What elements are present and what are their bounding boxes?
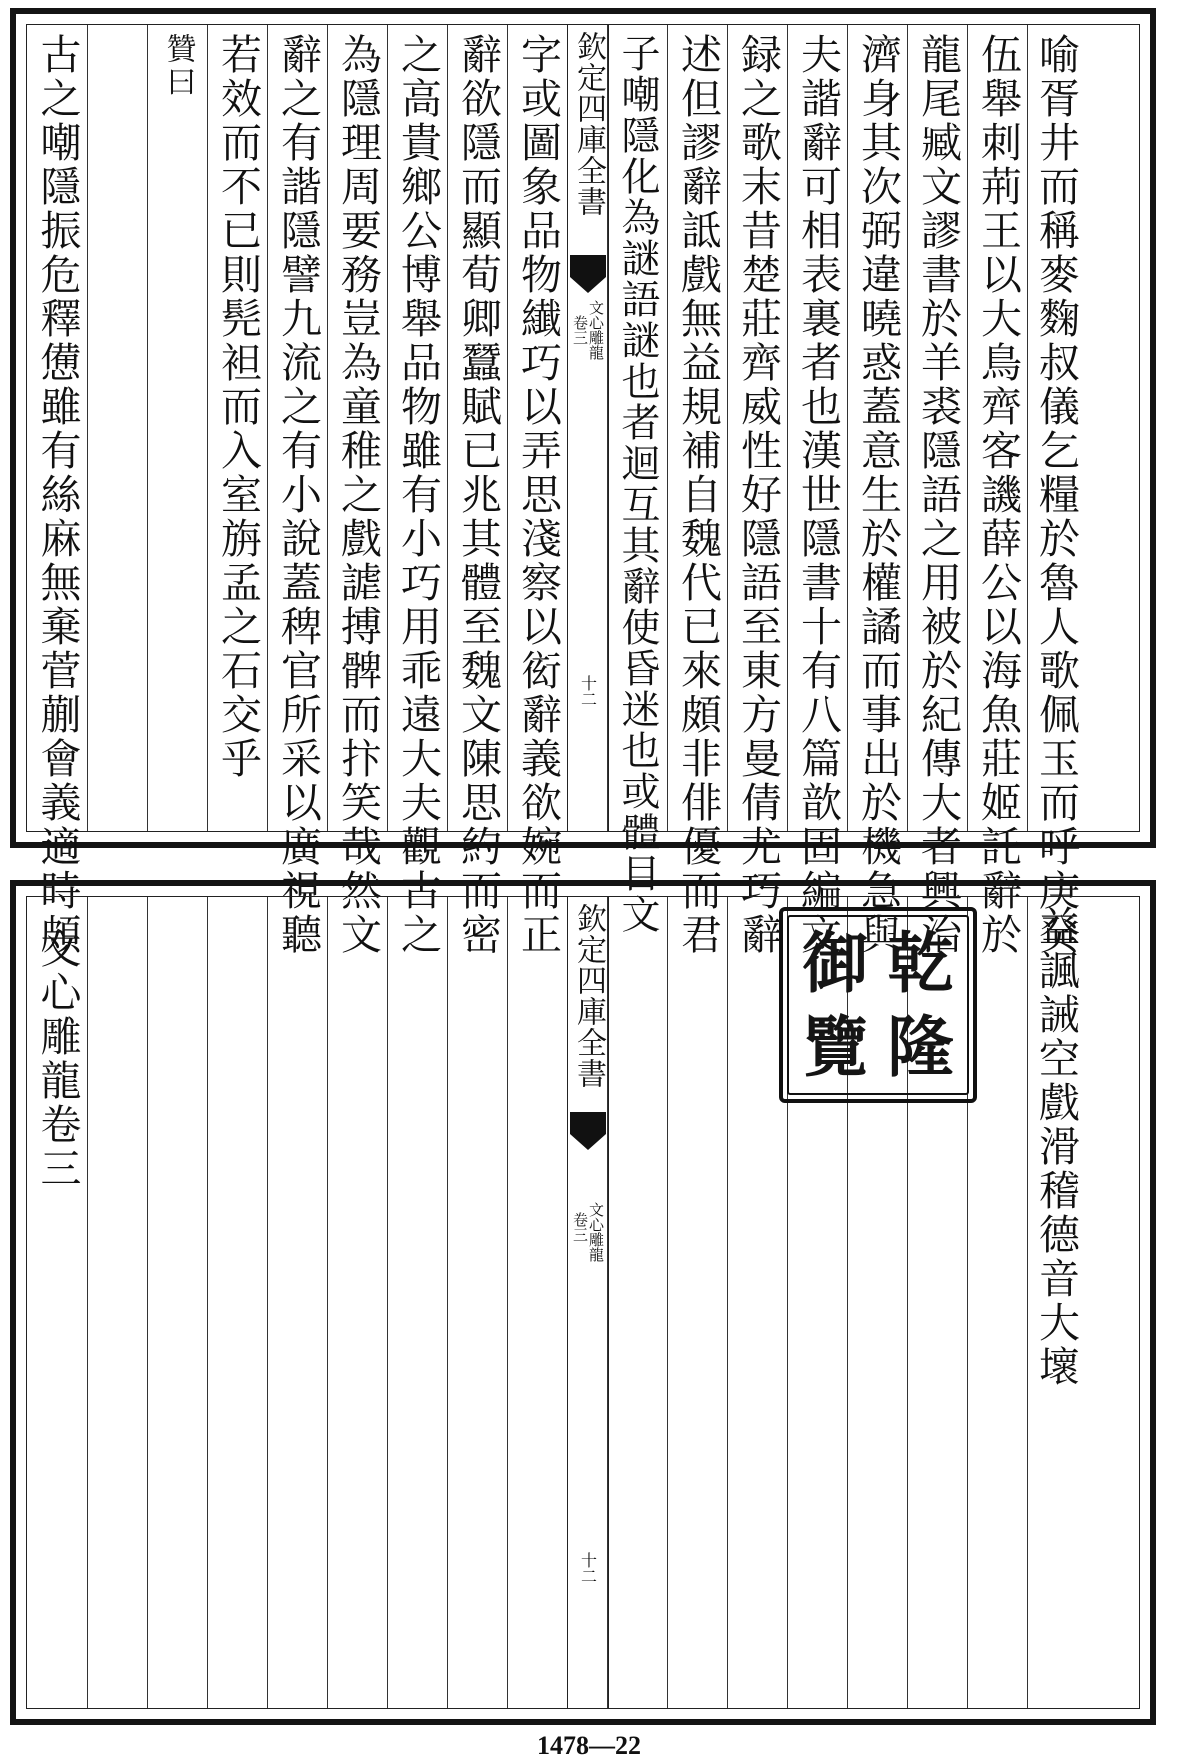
blank-column [447, 897, 507, 1708]
center-fold-title: 欽定四庫全書 [571, 903, 606, 1089]
text-column [1027, 25, 1083, 957]
blank-column [607, 897, 667, 1708]
column-text: 夫諧辭可相表裏者也漢世隱書十有八篇歆固編文 [794, 33, 842, 957]
text-column [147, 25, 207, 831]
bottom-page-inner-frame [26, 896, 1140, 1709]
text-column [967, 25, 1027, 957]
seal-glyph: 乾 [887, 924, 954, 1002]
blank-column [327, 897, 387, 1708]
column-text: 喻胥井而稱麥麴叔儀乞糧於魯人歌佩玉而呼庚癸 [1032, 33, 1080, 957]
bottom-page-frame [10, 880, 1156, 1725]
text-column [727, 25, 787, 957]
seal-glyph: 御 [802, 924, 869, 1002]
blank-column [727, 897, 787, 1708]
text-column [787, 25, 847, 957]
text-column [327, 25, 387, 957]
top-page-inner-frame [26, 24, 1140, 957]
fish-tail-ornament [570, 1112, 606, 1134]
zan-heading: 贊曰 [160, 33, 196, 99]
center-fold-subtitle: 文心雕龍 [587, 1202, 605, 1262]
folio-number: 十二 [578, 1552, 598, 1584]
center-fold-column [567, 897, 609, 1708]
imperial-seal-stamp [779, 907, 977, 1103]
column-text: 為隱理周要務豈為童稚之戲謔搏髀而抃笑哉然文 [334, 33, 382, 957]
blank-column [87, 25, 147, 831]
blank-column [147, 897, 207, 1708]
text-column [27, 25, 87, 957]
column-text: 龍尾臧文謬書於羊裘隱語之用被於紀傳大者興治 [914, 33, 962, 957]
text-column [847, 25, 907, 957]
column-text: 辭欲隱而顯荀卿蠶賦已兆其體至魏文陳思約而密 [454, 33, 502, 957]
column-text: 若效而不已則髡袒而入室旃孟之石交乎 [214, 33, 262, 781]
top-page-frame [10, 8, 1156, 957]
blank-column [87, 897, 147, 1708]
blank-column [387, 897, 447, 1708]
text-column [387, 25, 447, 957]
column-text: 益諷誡空戲滑稽德音大壞 [1032, 905, 1080, 1389]
column-text: 字或圖象品物纎巧以弄思淺察以衒辭義欲婉而正 [514, 33, 562, 957]
page-number: 1478—22 [537, 1731, 641, 1760]
seal-glyph: 隆 [887, 1008, 954, 1086]
text-column [907, 25, 967, 957]
volume-end-title: 文心雕龍卷三 [33, 927, 82, 1191]
blank-column [507, 897, 567, 1708]
text-column [447, 25, 507, 957]
blank-column [207, 897, 267, 1708]
column-text: 辭之有諧隱譬九流之有小說蓋稗官所采以廣視聽 [274, 33, 322, 957]
text-column [507, 25, 567, 957]
text-column [207, 25, 267, 831]
text-column [267, 25, 327, 957]
center-fold-title: 欽定四庫全書 [571, 31, 606, 217]
folio-number: 十二 [578, 675, 598, 707]
text-column [27, 897, 87, 1708]
blank-column [667, 897, 727, 1708]
seal-glyph: 覽 [802, 1008, 869, 1086]
center-fold-column [567, 25, 609, 831]
blank-column [267, 897, 327, 1708]
column-text: 伍舉刺荊王以大鳥齊客譏薛公以海魚莊姬託辭於 [974, 33, 1022, 957]
column-text: 古之嘲隱振危釋憊雖有絲麻無棄菅蒯會義適時頗 [33, 33, 82, 957]
text-column [607, 25, 667, 935]
text-column [667, 25, 727, 957]
column-text: 濟身其次弼違曉惑蓋意生於權譎而事出於機急與 [854, 33, 902, 957]
column-text: 述但謬辭詆戲無益規補自魏代已來頗非俳優而君 [674, 33, 722, 957]
center-fold-volume: 卷三 [571, 315, 589, 345]
column-text: 子嘲隱化為謎語謎也者迴互其辭使昏迷也或體目文 [615, 33, 660, 935]
column-text: 之高貴鄉公博舉品物雖有小巧用乖遠大夫觀古之 [394, 33, 442, 957]
center-fold-volume: 卷三 [571, 1212, 589, 1242]
text-column [1027, 897, 1083, 1708]
column-text: 録之歌末昔楚莊齊威性好隱語至東方曼倩尤巧辭 [734, 33, 782, 957]
center-fold-subtitle: 文心雕龍 [587, 300, 605, 360]
fish-tail-ornament [570, 255, 606, 277]
seal-glyphs [793, 921, 963, 1089]
